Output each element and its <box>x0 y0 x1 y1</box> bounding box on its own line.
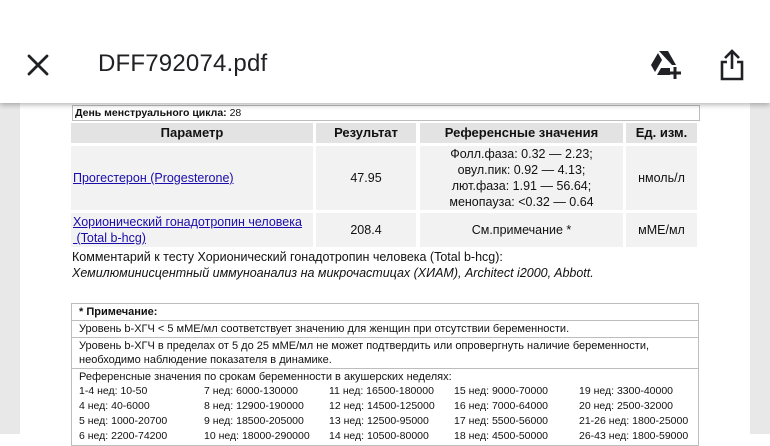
close-icon <box>22 49 54 81</box>
header-result: Результат <box>316 123 416 143</box>
cycle-day-row <box>72 105 700 121</box>
week-range: 26-43 нед: 1800-59000 <box>579 430 689 442</box>
weeks-grid <box>79 384 691 444</box>
progesterone-link[interactable]: Прогестерон (Progesterone) <box>73 171 234 185</box>
hcg-result: 208.4 <box>316 213 416 247</box>
add-to-drive-button[interactable] <box>648 48 684 82</box>
week-range: 18 нед: 4500-50000 <box>454 430 549 442</box>
week-range: 19 нед: 3300-40000 <box>579 385 674 397</box>
week-range: 20 нед: 2500-32000 <box>579 400 674 412</box>
ref-line: овул.пик: 0.92 — 4.13; <box>457 163 586 177</box>
notes-line-borderline-a: Уровень b-ХГЧ в пределах от 5 до 25 мМЕ/мл не может подтвердить или опровергнуть наличие беременности, <box>79 340 650 352</box>
cycle-day-value: 28 <box>229 107 242 119</box>
progesterone-result: 47.95 <box>316 146 416 210</box>
week-range: 8 нед: 12900-190000 <box>204 400 304 412</box>
notes-box <box>71 303 699 446</box>
week-range: 1-4 нед: 10-50 <box>79 385 148 397</box>
header-parameter: Параметр <box>71 123 313 143</box>
hcg-link[interactable] <box>73 214 302 246</box>
notes-weeks <box>72 369 698 445</box>
add-to-drive-icon <box>648 48 684 82</box>
week-range: 7 нед: 6000-130000 <box>204 385 299 397</box>
pdf-page <box>20 103 750 442</box>
share-button[interactable] <box>716 48 748 82</box>
hcg-reference: См.примечание * <box>420 213 623 247</box>
header-unit: Ед. изм. <box>626 123 697 143</box>
cycle-day-label: День менструального цикла: <box>75 107 227 119</box>
test-comment <box>72 249 594 281</box>
week-range: 6 нед: 2200-74200 <box>79 430 168 442</box>
document-title: DFF792074.pdf <box>98 50 268 77</box>
header-reference: Референсные значения <box>420 123 623 143</box>
ref-line: менопауза: <0.32 — 0.64 <box>449 195 594 209</box>
comment-text: Комментарий к тесту Хорионический гонадотропин человека (Total b-hcg): <box>72 250 503 264</box>
progesterone-unit: нмоль/л <box>626 146 697 210</box>
hcg-unit: мМЕ/мл <box>626 213 697 247</box>
notes-line-borderline <box>72 338 698 369</box>
week-range: 10 нед: 18000-290000 <box>204 430 310 442</box>
ref-line: лют.фаза: 1.91 — 56.64; <box>451 179 592 193</box>
notes-header: * Примечание: <box>72 304 698 321</box>
hcg-link-line1: Хорионический гонадотропин человека <box>73 215 302 229</box>
app-bar <box>0 0 770 103</box>
notes-line-negative: Уровень b-ХГЧ < 5 мМЕ/мл соответствует значению для женщин при отсутствии беременности. <box>72 321 698 338</box>
table-row-progesterone-param <box>71 146 313 210</box>
method-text: Хемилюминисцентный иммуноанализ на микрочастицах (ХИАМ), Architect i2000, Abbott. <box>72 266 594 280</box>
progesterone-reference <box>420 146 623 210</box>
week-range: 16 нед: 7000-64000 <box>454 400 549 412</box>
week-range: 17 нед: 5500-56000 <box>454 415 549 427</box>
table-row-hcg-param <box>71 213 313 247</box>
close-button[interactable] <box>22 49 54 81</box>
week-range: 11 нед: 16500-180000 <box>329 385 434 397</box>
week-range: 4 нед: 40-6000 <box>79 400 150 412</box>
week-range: 14 нед: 10500-80000 <box>329 430 429 442</box>
weeks-title: Референсные значения по срокам беременности в акушерских неделях: <box>79 371 452 383</box>
week-range: 5 нед: 1000-20700 <box>79 415 168 427</box>
ref-line: Фолл.фаза: 0.32 — 2.23; <box>450 147 593 161</box>
week-range: 9 нед: 18500-205000 <box>204 415 304 427</box>
share-icon <box>716 48 748 82</box>
notes-line-borderline-b: необходимо наблюдение показателя в динамике. <box>79 354 332 366</box>
hcg-link-line2: (Total b-hcg) <box>73 231 146 245</box>
week-range: 13 нед: 12500-95000 <box>329 415 429 427</box>
week-range: 12 нед: 14500-125000 <box>329 400 435 412</box>
week-range: 21-26 нед: 1800-25000 <box>579 415 689 427</box>
pdf-viewer[interactable] <box>0 103 770 442</box>
week-range: 15 нед: 9000-70000 <box>454 385 549 397</box>
